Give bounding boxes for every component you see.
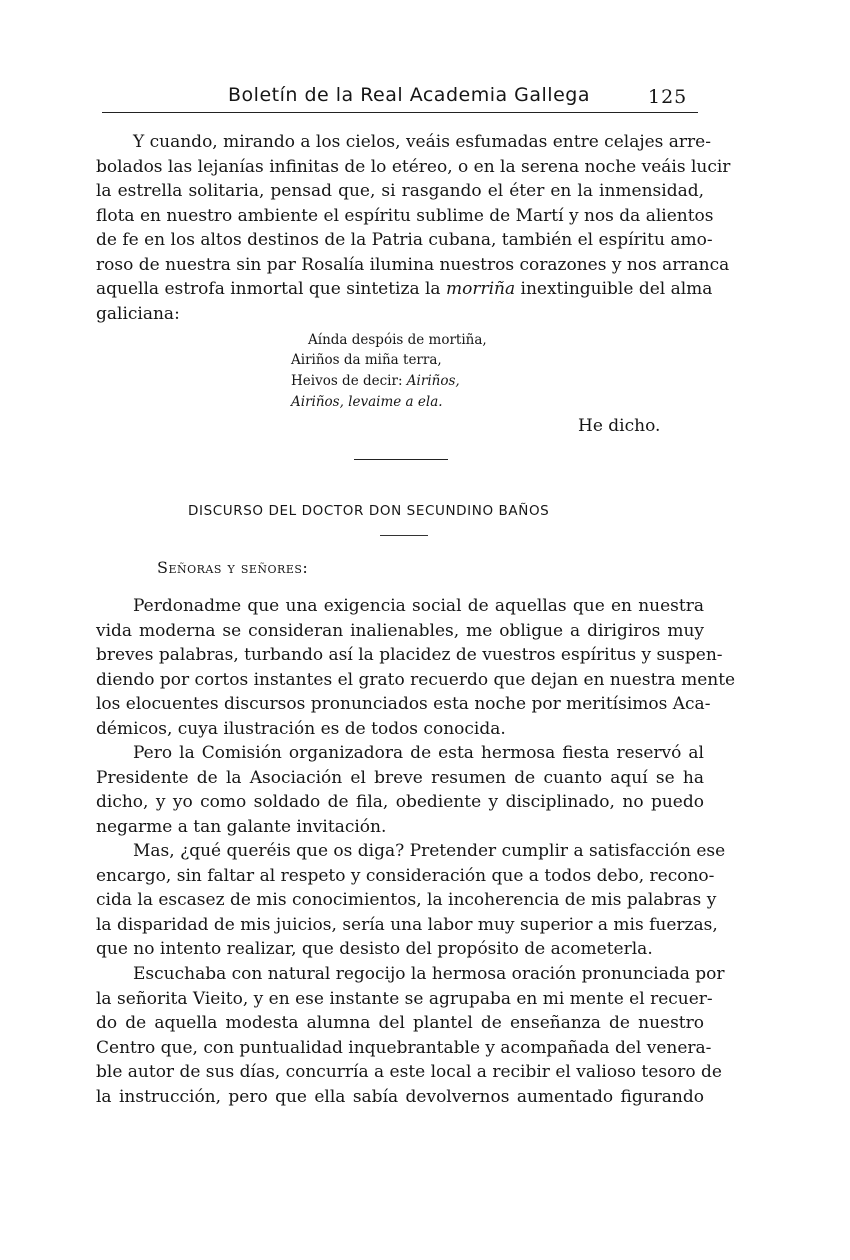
verse-line xyxy=(291,392,443,412)
paragraph-line: diendo por cortos instantes el grato recuerdo que dejan en nuestra mente xyxy=(96,669,736,690)
paragraph-line: galiciana: xyxy=(96,303,180,324)
paragraph-line: de fe en los altos destinos de la Patria cubana, también el espíritu amo- xyxy=(96,230,713,250)
verse-line xyxy=(291,371,460,391)
paragraph-line: Pero la Comisión organizadora de esta hermosa fiesta reservó al xyxy=(133,743,704,763)
paragraph-line: démicos, cuya ilustración es de todos conocida. xyxy=(96,718,506,739)
verse-italic: Airiños, levaime a ela. xyxy=(291,394,443,410)
italic-word: morriña xyxy=(445,279,516,299)
paragraph-line: cida la escasez de mis conocimientos, la incoherencia de mis palabras y xyxy=(96,890,717,910)
paragraph-line: Centro que, con puntualidad inquebrantable y acompañada del venera- xyxy=(96,1037,712,1058)
paragraph-line: Y cuando, mirando a los cielos, veáis esfumadas entre celajes arre- xyxy=(133,132,711,152)
paragraph-line: Presidente de la Asociación el breve resumen de cuanto aquí se ha xyxy=(96,767,704,788)
paragraph-line: Escuchaba con natural regocijo la hermosa oración pronunciada por xyxy=(133,964,725,984)
paragraph-line: flota en nuestro ambiente el espíritu sublime de Martí y nos da alientos xyxy=(96,205,714,226)
paragraph-line: do de aquella modesta alumna del plantel de enseñanza de nuestro xyxy=(96,1013,704,1033)
paragraph-line: que no intento realizar, que desisto del propósito de acometerla. xyxy=(96,939,653,959)
paragraph-line: vida moderna se consideran inalienables, me obligue a dirigiros muy xyxy=(96,620,704,641)
title-underline xyxy=(380,535,428,536)
section-title: DISCURSO DEL DOCTOR DON SECUNDINO BAÑOS xyxy=(188,503,550,519)
paragraph-line: Perdonadme que una exigencia social de aquellas que en nuestra xyxy=(133,596,704,616)
paragraph-line: bolados las lejanías infinitas de lo etéreo, o en la serena noche veáis lucir xyxy=(96,156,731,177)
paragraph-line: Mas, ¿qué queréis que os diga? Pretender cumplir a satisfacción ese xyxy=(133,841,726,861)
salutation: Señoras y señores: xyxy=(157,558,309,577)
verse-line: Aínda despóis de mortiña, xyxy=(308,332,487,348)
header-rule xyxy=(102,112,698,113)
line-text: aquella estrofa inmortal que sintetiza la xyxy=(96,279,441,299)
paragraph-line: roso de nuestra sin par Rosalía ilumina nuestros corazones y nos arranca xyxy=(96,254,730,275)
paragraph-line: la disparidad de mis juicios, sería una labor muy superior a mis fuerzas, xyxy=(96,914,718,935)
paragraph-line: dicho, y yo como soldado de fila, obediente y disciplinado, no puedo xyxy=(96,792,704,812)
verse-italic: Airiños, xyxy=(406,373,460,389)
page-header xyxy=(0,84,850,114)
section-separator xyxy=(354,459,448,460)
paragraph-line: encargo, sin faltar al respeto y consideración que a todos debo, recono- xyxy=(96,865,715,886)
paragraph-line: la señorita Vieito, y en ese instante se agrupaba en mi mente el recuer- xyxy=(96,988,713,1009)
verse-text: Heivos de decir: xyxy=(291,373,403,389)
line-text: inextinguible del alma xyxy=(520,279,713,299)
paragraph-line: ble autor de sus días, concurría a este local a recibir el valioso tesoro de xyxy=(96,1062,722,1082)
paragraph-line: la instrucción, pero que ella sabía devolvernos aumentado figurando xyxy=(96,1086,704,1107)
page-number: 125 xyxy=(648,86,688,108)
paragraph-line xyxy=(96,277,713,302)
paragraph-line: la estrella solitaria, pensad que, si rasgando el éter en la inmensidad, xyxy=(96,181,704,201)
paragraph-line: breves palabras, turbando así la placidez de vuestros espíritus y suspen- xyxy=(96,645,723,665)
verse-line: Airiños da miña terra, xyxy=(291,352,442,368)
running-title: Boletín de la Real Academia Gallega xyxy=(228,84,590,106)
paragraph-line: negarme a tan galante invitación. xyxy=(96,816,387,837)
paragraph-line: los elocuentes discursos pronunciados esta noche por meritísimos Aca- xyxy=(96,694,711,714)
signature: He dicho. xyxy=(578,416,661,436)
